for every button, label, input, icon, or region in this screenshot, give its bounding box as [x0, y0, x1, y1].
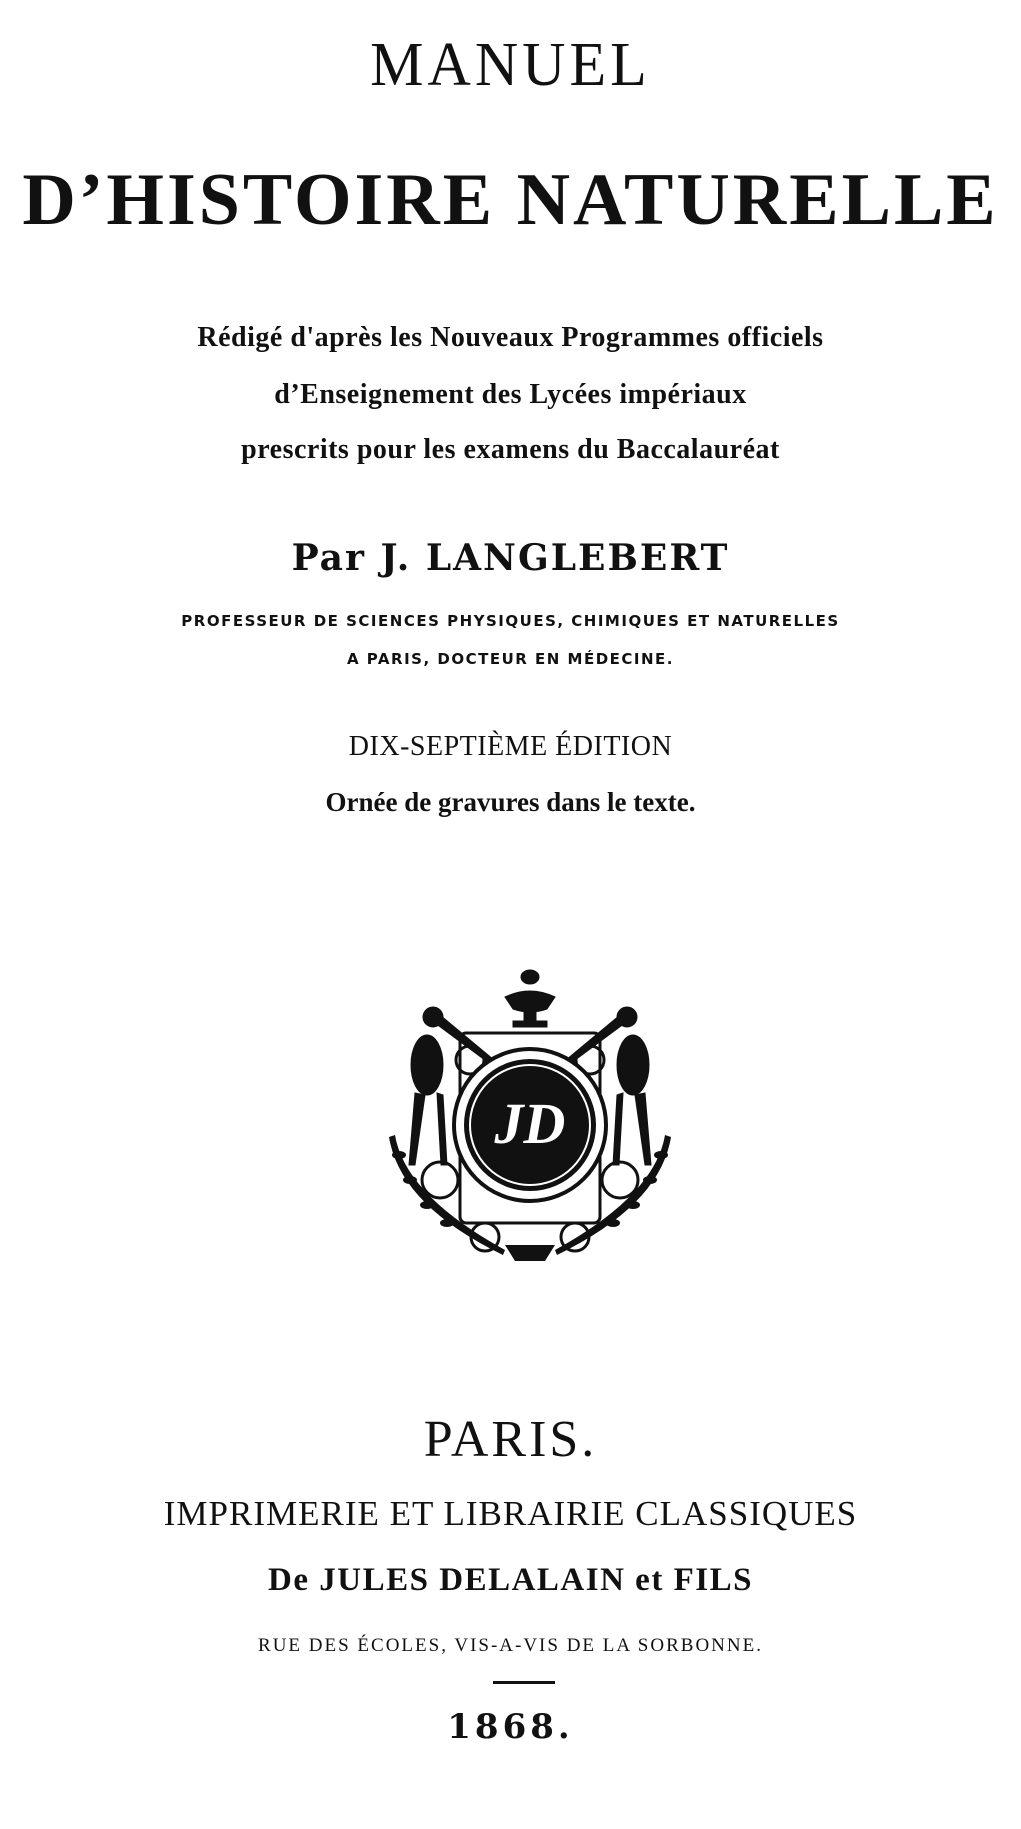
subtitle-line-3: prescrits pour les examens du Baccalauréat: [241, 434, 780, 465]
edition-label: DIX-SEPTIÈME ÉDITION: [348, 731, 673, 762]
title-line-1: MANUEL: [370, 29, 651, 99]
imprint-publisher: De JULES DELALAIN et FILS: [268, 1562, 753, 1598]
imprint-address: RUE DES ÉCOLES, VIS-A-VIS DE LA SORBONNE.: [258, 1635, 763, 1656]
imprint-city: PARIS.: [423, 1411, 598, 1468]
subtitle-line-2: d’Enseignement des Lycées impériaux: [274, 379, 747, 410]
subtitle-line-1: Rédigé d'après les Nouveaux Programmes officiels: [197, 322, 824, 353]
imprint-printer: IMPRIMERIE ET LIBRAIRIE CLASSIQUES: [163, 1494, 858, 1533]
edition-note: Ornée de gravures dans le texte.: [325, 787, 696, 817]
emblem-monogram: JD: [494, 1091, 566, 1156]
author-credentials-2: A PARIS, DOCTEUR EN MÉDECINE.: [346, 650, 675, 668]
imprint-year: 1868.: [447, 1707, 574, 1747]
publisher-emblem-icon: [385, 965, 675, 1265]
title-line-2: D’HISTOIRE NATURELLE: [22, 159, 999, 241]
author-byline: Par J. LANGLEBERT: [291, 537, 730, 579]
divider-rule: [493, 1681, 555, 1684]
author-credentials-1: PROFESSEUR DE SCIENCES PHYSIQUES, CHIMIQUES ET NATURELLES: [181, 612, 840, 630]
